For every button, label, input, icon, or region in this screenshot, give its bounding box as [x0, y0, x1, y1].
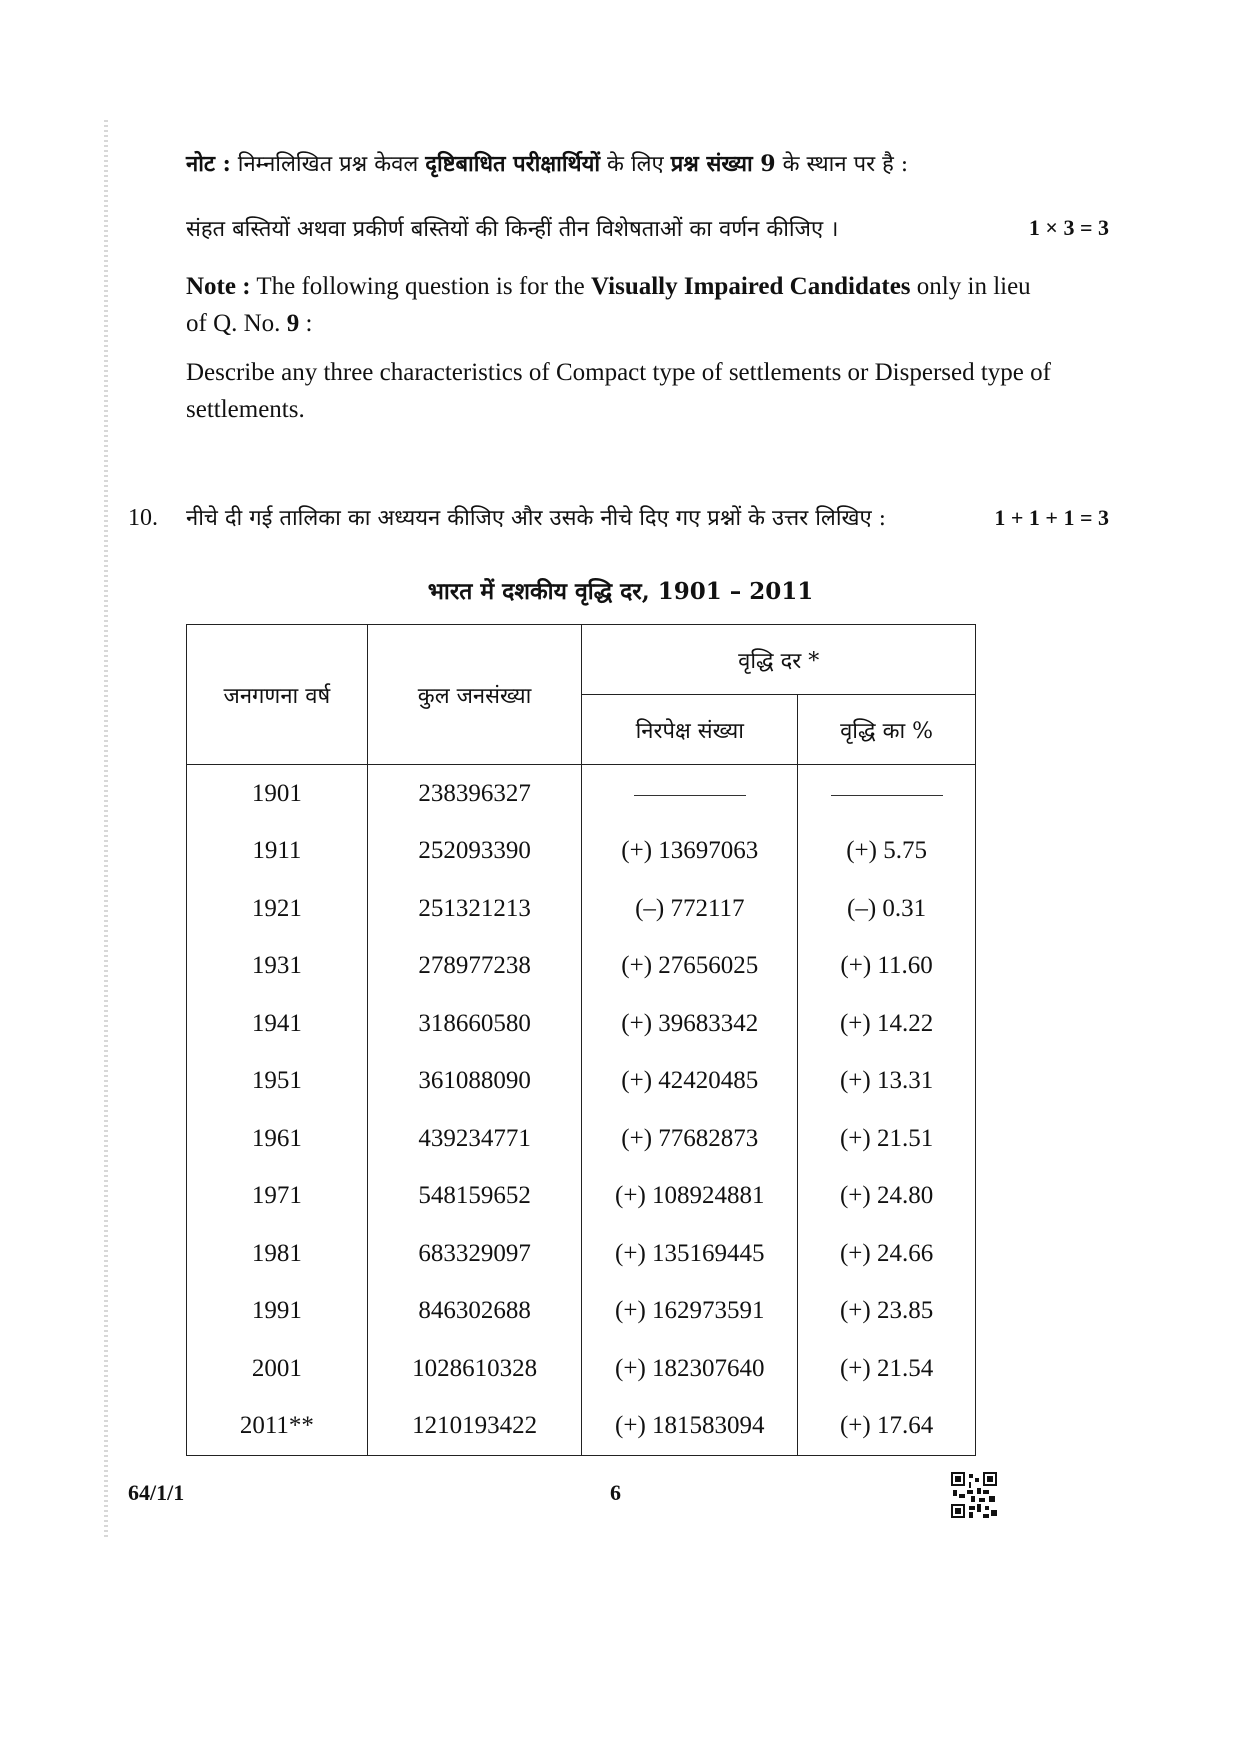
table-row — [187, 1168, 976, 1226]
note-english-bold1: Visually Impaired Candidates — [591, 273, 911, 300]
table-row — [187, 938, 976, 996]
cell-percent: (–) 0.31 — [798, 880, 976, 938]
cell-absolute: (+) 162973591 — [582, 1283, 798, 1341]
table-row — [187, 1398, 976, 1456]
question-10-text: नीचे दी गई तालिका का अध्ययन कीजिए और उसके नीचे दिए गए प्रश्नों के उत्तर लिखिए : — [186, 506, 887, 531]
table-row — [187, 1110, 976, 1168]
question-english-line2: settlements. — [186, 396, 305, 423]
cell-year: 1931 — [187, 938, 368, 996]
cell-population: 238396327 — [367, 765, 582, 823]
note-english-line1 — [186, 268, 1031, 305]
table-row — [187, 1053, 976, 1111]
cell-year: 1941 — [187, 995, 368, 1053]
table-row — [187, 1283, 976, 1341]
note-hindi-text2: के लिए — [600, 152, 671, 177]
cell-year: 2001 — [187, 1340, 368, 1398]
cell-percent: (+) 21.54 — [798, 1340, 976, 1398]
dash-placeholder — [831, 795, 943, 796]
note-english-text2: only in lieu — [910, 273, 1031, 300]
note-hindi-text3: के स्थान पर है : — [775, 152, 909, 177]
table-caption: भारत में दशकीय वृद्धि दर, 1901 – 2011 — [427, 578, 814, 605]
cell-percent — [798, 765, 976, 823]
table-row — [187, 1225, 976, 1283]
cell-percent: (+) 13.31 — [798, 1053, 976, 1111]
page-number: 6 — [610, 1480, 621, 1505]
question-10-number: 10. — [128, 505, 158, 531]
cell-population: 318660580 — [367, 995, 582, 1053]
note-english-text1: The following question is for the — [250, 273, 592, 300]
note-hindi-bold2: प्रश्न संख्या 9 — [670, 151, 776, 177]
cell-population: 252093390 — [367, 823, 582, 881]
question-hindi-marks: 1 × 3 = 3 — [1028, 215, 1109, 240]
cell-absolute: (+) 135169445 — [582, 1225, 798, 1283]
note-hindi-bold1: दृष्टिबाधित परीक्षार्थियों — [425, 151, 601, 177]
note-hindi — [186, 146, 908, 183]
cell-population: 278977238 — [367, 938, 582, 996]
note-english-prefix: Note : — [186, 273, 251, 300]
cell-year: 1971 — [187, 1168, 368, 1226]
cell-percent: (+) 14.22 — [798, 995, 976, 1053]
qr-code-icon — [951, 1472, 997, 1518]
table-row — [187, 880, 976, 938]
header-total-population: कुल जनसंख्या — [367, 625, 582, 765]
cell-year: 1981 — [187, 1225, 368, 1283]
note-english-line2-bold: 9 — [286, 310, 300, 337]
cell-year: 1961 — [187, 1110, 368, 1168]
cell-year: 1951 — [187, 1053, 368, 1111]
cell-percent: (+) 24.66 — [798, 1225, 976, 1283]
cell-population: 1210193422 — [367, 1398, 582, 1456]
cell-absolute: (+) 182307640 — [582, 1340, 798, 1398]
cell-population: 251321213 — [367, 880, 582, 938]
cell-population: 1028610328 — [367, 1340, 582, 1398]
cell-population: 361088090 — [367, 1053, 582, 1111]
cell-absolute: (+) 77682873 — [582, 1110, 798, 1168]
cell-year: 1921 — [187, 880, 368, 938]
cell-year: 2011** — [187, 1398, 368, 1456]
cell-population: 548159652 — [367, 1168, 582, 1226]
table-body — [187, 765, 976, 1456]
cell-absolute — [582, 765, 798, 823]
note-english-line2-end: : — [299, 310, 313, 337]
table-row — [187, 1340, 976, 1398]
table-row — [187, 765, 976, 823]
population-growth-table — [186, 624, 976, 1456]
note-hindi-prefix: नोट : — [186, 151, 231, 177]
cell-percent: (+) 24.80 — [798, 1168, 976, 1226]
table-row — [187, 995, 976, 1053]
header-absolute-number: निरपेक्ष संख्या — [582, 695, 798, 765]
cell-absolute: (+) 181583094 — [582, 1398, 798, 1456]
cell-year: 1991 — [187, 1283, 368, 1341]
cell-absolute: (+) 27656025 — [582, 938, 798, 996]
cell-percent: (+) 21.51 — [798, 1110, 976, 1168]
paper-code: 64/1/1 — [128, 1480, 185, 1505]
cell-year: 1911 — [187, 823, 368, 881]
note-hindi-text1: निम्नलिखित प्रश्न केवल — [230, 152, 426, 177]
header-census-year: जनगणना वर्ष — [187, 625, 368, 765]
question-hindi: संहत बस्तियों अथवा प्रकीर्ण बस्तियों की किन्हीं तीन विशेषताओं का वर्णन कीजिए । — [186, 217, 839, 242]
header-growth-rate: वृद्धि दर * — [582, 625, 976, 695]
cell-population: 439234771 — [367, 1110, 582, 1168]
cell-population: 683329097 — [367, 1225, 582, 1283]
dash-placeholder — [634, 795, 746, 796]
question-english-line1: Describe any three characteristics of Compact type of settlements or Dispersed type of — [186, 359, 1051, 386]
table-row — [187, 823, 976, 881]
cell-absolute: (+) 42420485 — [582, 1053, 798, 1111]
cell-percent: (+) 11.60 — [798, 938, 976, 996]
header-growth-percent: वृद्धि का % — [798, 695, 976, 765]
cell-percent: (+) 23.85 — [798, 1283, 976, 1341]
question-10-marks: 1 + 1 + 1 = 3 — [994, 505, 1109, 530]
margin-serial-strip — [104, 120, 108, 1540]
cell-absolute: (+) 108924881 — [582, 1168, 798, 1226]
note-english-line2 — [186, 305, 312, 342]
cell-percent: (+) 5.75 — [798, 823, 976, 881]
cell-year: 1901 — [187, 765, 368, 823]
cell-absolute: (+) 13697063 — [582, 823, 798, 881]
cell-absolute: (+) 39683342 — [582, 995, 798, 1053]
note-english-line2-text: of Q. No. — [186, 310, 287, 337]
cell-percent: (+) 17.64 — [798, 1398, 976, 1456]
cell-absolute: (–) 772117 — [582, 880, 798, 938]
cell-population: 846302688 — [367, 1283, 582, 1341]
